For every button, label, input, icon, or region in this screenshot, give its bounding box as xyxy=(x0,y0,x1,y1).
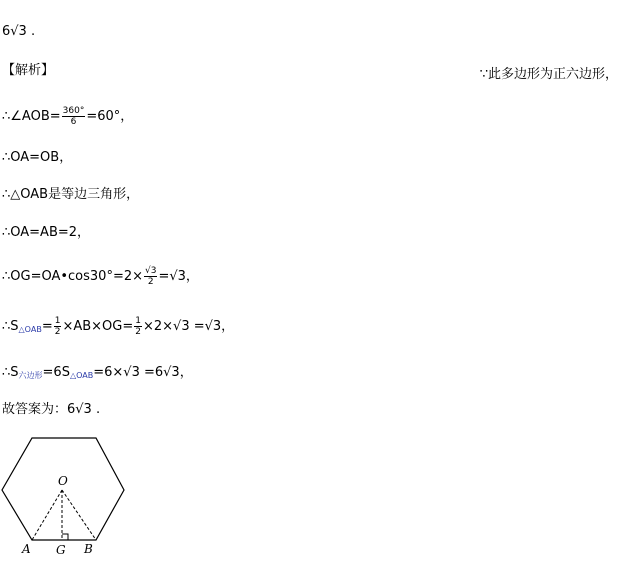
step-hex-text-c: =6×√3 =6√3， xyxy=(93,365,193,380)
step-area-triangle xyxy=(2,316,234,338)
right-angle-mark xyxy=(62,534,68,540)
segment-oa xyxy=(32,490,62,540)
step-area-text-a: ∴S xyxy=(2,319,19,334)
half-fraction-1-num: 1 xyxy=(54,316,61,326)
step-area-subscript: △OAB xyxy=(18,325,42,334)
step-equilateral: ∴△OAB是等边三角形， xyxy=(2,187,140,202)
angle-fraction-den: 6 xyxy=(70,117,77,127)
step-angle-text-a: ∴∠AOB= xyxy=(2,109,61,124)
step-oa-ab: ∴OA=AB=2， xyxy=(2,225,91,240)
half-fraction-2 xyxy=(134,316,142,337)
step-area-text-b: = xyxy=(41,319,53,334)
step-oa-ob: ∴OA=OB， xyxy=(2,150,73,165)
step-hex-subscript-1: 六边形 xyxy=(18,371,43,380)
half-fraction-1 xyxy=(54,316,62,337)
label-o: O xyxy=(58,474,68,488)
cos-fraction-num: √3 xyxy=(145,266,157,276)
label-g: G xyxy=(56,543,66,557)
half-fraction-1-den: 2 xyxy=(54,327,61,337)
step-area-text-d: ×2×√3 =√3， xyxy=(142,319,235,334)
final-answer: 故答案为：6√3 . xyxy=(2,402,101,417)
analysis-header: 【解析】 xyxy=(2,63,55,78)
hexagon-figure xyxy=(0,432,140,572)
step-angle-text-b: =60°， xyxy=(86,109,134,124)
step-hex-text-a: ∴S xyxy=(2,365,19,380)
label-b: B xyxy=(84,542,93,556)
step-area-text-c: ×AB×OG= xyxy=(62,319,134,334)
step-angle-aob xyxy=(2,106,133,127)
top-answer: 6√3 . xyxy=(2,24,36,39)
angle-fraction xyxy=(62,106,86,127)
segment-ob xyxy=(62,490,96,540)
step-og xyxy=(2,266,199,287)
cos-fraction-den: 2 xyxy=(147,277,154,287)
step-og-text-a: ∴OG=OA•cos30°=2× xyxy=(2,269,144,284)
half-fraction-2-num: 1 xyxy=(135,316,141,326)
hexagon-outline xyxy=(2,438,124,540)
step-og-text-b: =√3， xyxy=(158,269,199,284)
angle-fraction-num: 360° xyxy=(62,106,85,116)
analysis-premise: ∵此多边形为正六边形， xyxy=(479,67,618,82)
step-hex-text-b: =6S xyxy=(42,365,70,380)
half-fraction-2-den: 2 xyxy=(135,327,141,337)
label-a: A xyxy=(22,542,31,556)
cos-fraction xyxy=(144,266,157,287)
step-hex-subscript-2: △OAB xyxy=(69,371,94,380)
step-area-hexagon xyxy=(2,365,193,384)
